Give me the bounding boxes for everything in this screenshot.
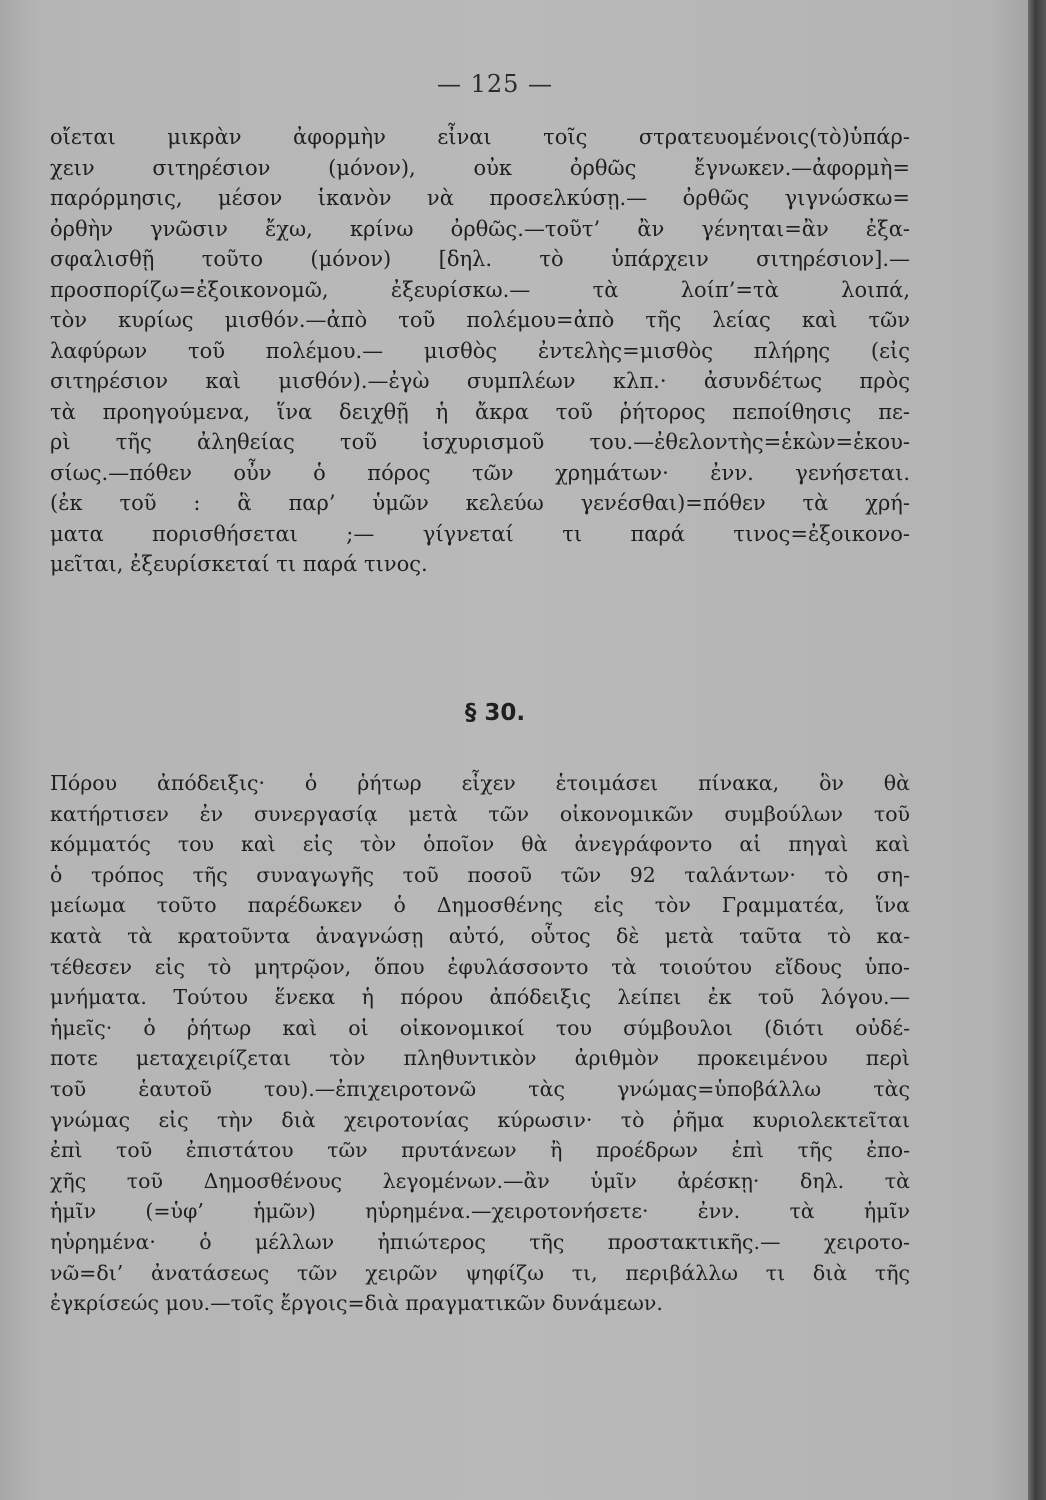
text-line: τοῦ ἑαυτοῦ του).—ἐπιχειροτονῶ τὰς γνώμας=ὑποβάλλω τὰς bbox=[50, 1076, 910, 1101]
text-line: ὁ τρόπος τῆς συναγωγῆς τοῦ ποσοῦ τῶν 92 ταλάντων· τὸ ση- bbox=[50, 862, 910, 887]
text-line: ὀρθὴν γνῶσιν ἔχω, κρίνω ὀρθῶς.—τοῦτ’ ἂν γένηται=ἂν ἐξα- bbox=[50, 216, 910, 241]
text-line: ἡμεῖς· ὁ ῥήτωρ καὶ οἱ οἰκονομικοί του σύμβουλοι (διότι οὐδέ- bbox=[50, 1015, 910, 1040]
text-line: ρὶ τῆς ἀληθείας τοῦ ἰσχυρισμοῦ του.—ἐθελοντὴς=ἑκὼν=ἑκου- bbox=[50, 430, 910, 454]
text-line: παρόρμησις, μέσον ἱκανὸν νὰ προσελκύσῃ.— ὀρθῶς γιγνώσκω= bbox=[50, 186, 910, 210]
text-line: σίως.—πόθεν οὖν ὁ πόρος τῶν χρημάτων· ἐνν. γενήσεται. bbox=[50, 460, 910, 485]
text-line: Πόρου ἀπόδειξις· ὁ ῥήτωρ εἶχεν ἑτοιμάσει πίνακα, ὃν θὰ bbox=[50, 771, 910, 795]
text-line: τὰ προηγούμενα, ἵνα δειχθῇ ἡ ἄκρα τοῦ ῥήτορος πεποίθησις πε- bbox=[50, 399, 910, 424]
text-line: νῶ=δι’ ἀνατάσεως τῶν χειρῶν ψηφίζω τι, περιβάλλω τι διὰ τῆς bbox=[50, 1260, 910, 1285]
text-line: μεῖται, ἐξευρίσκεταί τι παρά τινος. bbox=[50, 552, 428, 576]
text-line: κατὰ τὰ κρατοῦντα ἀναγνώσῃ αὐτό, οὗτος δὲ μετὰ ταῦτα τὸ κα- bbox=[50, 923, 910, 948]
text-line: γνώμας εἰς τὴν διὰ χειροτονίας κύρωσιν· τὸ ῥῆμα κυριολεκτεῖται bbox=[50, 1107, 910, 1132]
text-line: ἐπὶ τοῦ ἐπιστάτου τῶν πρυτάνεων ἢ προέδρων ἐπὶ τῆς ἐπο- bbox=[50, 1138, 910, 1163]
text-line: μείωμα τοῦτο παρέδωκεν ὁ Δημοσθένης εἰς τὸν Γραμματέα, ἵνα bbox=[50, 893, 910, 918]
section-heading: § 30. bbox=[464, 700, 526, 726]
page-number-header: — 125 — bbox=[436, 70, 554, 98]
text-line: προσπορίζω=ἐξοικονομῶ, ἐξευρίσκω.— τὰ λοίπ’=τὰ λοιπά, bbox=[50, 277, 910, 302]
text-line: κόμματός του καὶ εἰς τὸν ὁποῖον θὰ ἀνεγράφοντο αἱ πηγαὶ καὶ bbox=[50, 832, 910, 857]
text-line: σφαλισθῇ τοῦτο (μόνον) [δηλ. τὸ ὑπάρχειν σιτηρέσιον].— bbox=[50, 247, 910, 271]
text-line: μνήματα. Τούτου ἕνεκα ἡ πόρου ἀπόδειξις λείπει ἐκ τοῦ λόγου.— bbox=[50, 985, 910, 1010]
text-line: ἐγκρίσεώς μου.—τοῖς ἔργοις=διὰ πραγματικῶν δυνάμεων. bbox=[50, 1291, 663, 1316]
text-line: χῆς τοῦ Δημοσθένους λεγομένων.—ἂν ὑμῖν ἀρέσκῃ· δηλ. τὰ bbox=[50, 1168, 910, 1193]
text-line: ματα πορισθήσεται ;— γίγνεταί τι παρά τινος=ἐξοικονο- bbox=[50, 521, 910, 546]
text-line: λαφύρων τοῦ πολέμου.— μισθὸς ἐντελὴς=μισθὸς πλήρης (εἰς bbox=[50, 338, 910, 363]
commentary-paragraph-1 bbox=[50, 122, 910, 580]
text-line: τέθεσεν εἰς τὸ μητρῷον, ὅπου ἐφυλάσσοντο τὰ τοιούτου εἴδους ὑπο- bbox=[50, 954, 910, 979]
text-line: τὸν κυρίως μισθόν.—ἀπὸ τοῦ πολέμου=ἀπὸ τῆς λείας καὶ τῶν bbox=[50, 308, 910, 332]
text-line: ἡμῖν (=ὑφ’ ἡμῶν) ηὑρημένα.—χειροτονήσετε· ἐνν. τὰ ἡμῖν bbox=[50, 1199, 910, 1224]
text-line: ποτε μεταχειρίζεται τὸν πληθυντικὸν ἀριθμὸν προκειμένου περὶ bbox=[50, 1046, 910, 1071]
text-line: χειν σιτηρέσιον (μόνον), οὐκ ὀρθῶς ἔγνωκεν.—ἀφορμὴ= bbox=[50, 155, 910, 180]
text-line: (ἐκ τοῦ : ἃ παρ’ ὑμῶν κελεύω γενέσθαι)=πόθεν τὰ χρή- bbox=[50, 491, 910, 515]
text-line: σιτηρέσιον καὶ μισθόν).—ἐγὼ συμπλέων κλπ.· ἀσυνδέτως πρὸς bbox=[50, 369, 910, 393]
text-line: οἴεται μικρὰν ἀφορμὴν εἶναι τοῖς στρατευομένοις(τὸ)ὑπάρ- bbox=[50, 125, 910, 149]
text-line: κατήρτισεν ἐν συνεργασίᾳ μετὰ τῶν οἰκονομικῶν συμβούλων τοῦ bbox=[50, 801, 910, 826]
book-binding-edge bbox=[1028, 0, 1046, 1500]
commentary-paragraph-2 bbox=[50, 768, 910, 1319]
text-line: ηὑρημένα· ὁ μέλλων ἠπιώτερος τῆς προστακτικῆς.— χειροτο- bbox=[50, 1229, 910, 1254]
